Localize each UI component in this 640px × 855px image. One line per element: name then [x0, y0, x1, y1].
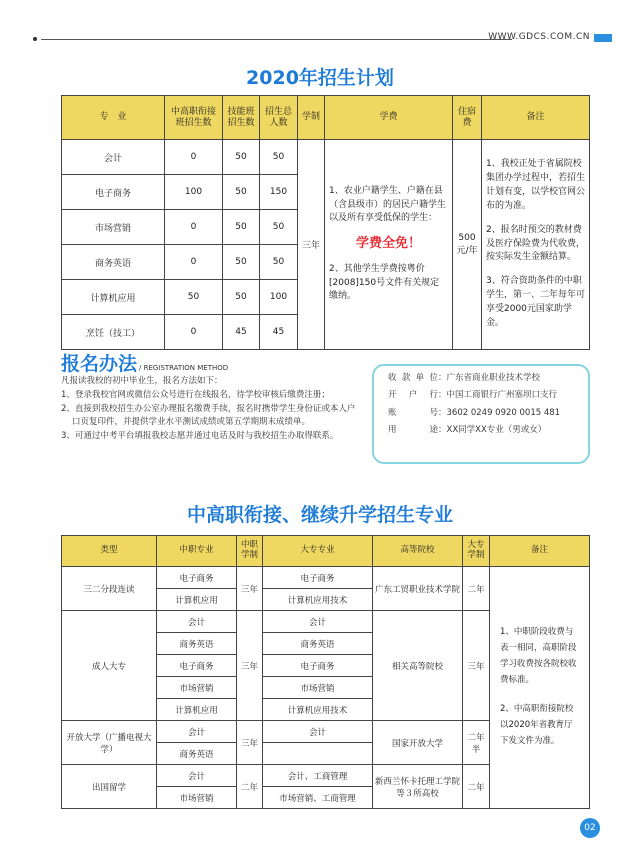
upgrade-header-cell: 类型 — [62, 536, 157, 567]
plan-header-cell: 技能班招生数 — [223, 96, 260, 140]
plan-header-cell: 招生总人数 — [260, 96, 298, 140]
bridge-count-cell: 50 — [165, 280, 223, 315]
college-major-cell: 计算机应用技术 — [263, 589, 373, 611]
tuition-free-highlight: 学费全免！ — [355, 236, 421, 252]
school-cell: 国家开放大学 — [373, 721, 463, 765]
type-cell: 三二分段连读 — [62, 567, 157, 611]
upgrade-table — [61, 535, 590, 809]
college-duration-cell: 二年 — [463, 567, 490, 611]
bridge-count-cell: 100 — [165, 175, 223, 210]
registration-step: 2、直接到我校招生办公室办理报名缴费手续，报名时携带学生身份证或本人户口页复印件，并提供学业水平测试成绩或第五学期期末成绩单。 — [61, 403, 356, 428]
dorm-fee-cell: 500元/年 — [453, 140, 482, 350]
skill-count-cell: 50 — [223, 245, 260, 280]
plan-header-cell: 备注 — [482, 96, 590, 140]
upgrade-header-cell: 中职专业 — [157, 536, 237, 567]
school-cell: 相关高等院校 — [373, 611, 463, 721]
sz-major-cell: 市场营销 — [157, 677, 237, 699]
school-cell: 新西兰怀卡托理工学院等３所高校 — [373, 765, 463, 809]
remark-item: 3、符合资助条件的中职学生，第一、二年每年可享受2000元国家助学金。 — [486, 276, 586, 329]
registration-subtitle: / REGISTRATION METHOD — [139, 364, 229, 372]
registration-title: 报名办法 — [61, 353, 138, 375]
skill-count-cell: 50 — [223, 140, 260, 175]
tuition-policy-2: 2、其他学生学费按粤价 [2008]150号文件有关规定缴纳。 — [329, 263, 440, 302]
sz-major-cell: 会计 — [157, 611, 237, 633]
plan-header-cell: 专 业 — [62, 96, 165, 140]
sz-major-cell: 计算机应用 — [157, 589, 237, 611]
bridge-count-cell: 0 — [165, 140, 223, 175]
registration-heading — [61, 349, 228, 376]
page-number: 02 — [580, 818, 600, 838]
registration-step: 1、登录我校官网或微信公众号进行在线报名，待学校审核后缴费注册； — [61, 389, 330, 400]
college-major-cell-empty — [263, 743, 373, 765]
bank-row: 开户行：中国工商银行广州塞坝口支行 — [388, 387, 588, 404]
sz-major-cell: 会计 — [157, 721, 237, 743]
college-major-cell: 市场营销 — [263, 677, 373, 699]
bank-key: 收款单位 — [388, 373, 438, 383]
sz-duration-cell: 二年 — [237, 765, 263, 809]
total-count-cell: 50 — [260, 245, 298, 280]
tuition-policy-1: 1、农业户籍学生、户籍在县（含县级市）的居民户籍学生以及所有享受低保的学生： — [329, 185, 447, 224]
school-cell: 广东工贸职业技术学院 — [373, 567, 463, 611]
bank-key: 开户行 — [388, 390, 438, 401]
remark-item: 1、我校正处于省属院校集团办学过程中，若招生计划有变，以学校官网公布的为准。 — [486, 158, 586, 211]
bank-info-box — [372, 364, 590, 464]
rule-line — [41, 39, 512, 40]
plan-header-cell: 中高职衔接班招生数 — [165, 96, 223, 140]
bank-value: 中国工商银行广州塞坝口支行 — [446, 390, 558, 401]
sz-major-cell: 电子商务 — [157, 567, 237, 589]
sz-major-cell: 商务英语 — [157, 633, 237, 655]
remark-item: 2、中高职衔接院校以2020年省教育厅下发文件为准。 — [500, 704, 574, 746]
site-url: WWW.GDCS.COM.CN — [488, 32, 590, 42]
sz-major-cell: 电子商务 — [157, 655, 237, 677]
college-duration-cell: 三年 — [463, 611, 490, 721]
bank-row: 用途：XX同学XX专业（男或女） — [388, 422, 588, 439]
bank-row: 收款单位：广东省商业职业技术学校 — [388, 370, 588, 387]
major-cell: 电子商务 — [62, 175, 165, 210]
registration-body — [61, 375, 361, 444]
rule-dot — [33, 37, 37, 41]
major-cell: 市场营销 — [62, 210, 165, 245]
sz-duration-cell: 三年 — [237, 721, 263, 765]
bank-value: 广东省商业职业技术学校 — [446, 373, 541, 383]
plan-header-cell: 住宿费 — [453, 96, 482, 140]
plan-header-cell: 学制 — [298, 96, 325, 140]
sz-duration-cell: 三年 — [237, 567, 263, 611]
major-cell: 计算机应用 — [62, 280, 165, 315]
major-cell: 商务英语 — [62, 245, 165, 280]
sz-duration-cell: 三年 — [237, 611, 263, 721]
upgrade-remarks-cell — [490, 567, 590, 809]
tuition-cell — [325, 140, 453, 350]
upgrade-header-cell: 中职学制 — [237, 536, 263, 567]
registration-intro: 凡报读我校的初中毕业生，报名方法如下： — [61, 376, 223, 386]
type-cell: 成人大专 — [62, 611, 157, 721]
skill-count-cell: 50 — [223, 280, 260, 315]
college-major-cell: 会计、工商管理 — [263, 765, 373, 787]
upgrade-header-cell: 高等院校 — [373, 536, 463, 567]
upgrade-header-cell: 备注 — [490, 536, 590, 567]
bridge-count-cell: 0 — [165, 210, 223, 245]
college-major-cell: 电子商务 — [263, 567, 373, 589]
total-count-cell: 50 — [260, 140, 298, 175]
college-duration-cell: 二年 — [463, 765, 490, 809]
table-row — [62, 567, 590, 589]
college-major-cell: 电子商务 — [263, 655, 373, 677]
plan-table — [61, 95, 590, 350]
duration-cell: 三年 — [298, 140, 325, 350]
bridge-count-cell: 0 — [165, 315, 223, 350]
upgrade-header-cell: 大专专业 — [263, 536, 373, 567]
total-count-cell: 150 — [260, 175, 298, 210]
plan-header-row — [62, 96, 590, 140]
plan-header-cell: 学费 — [325, 96, 453, 140]
major-cell: 烹饪（技工） — [62, 315, 165, 350]
college-duration-cell: 二年半 — [463, 721, 490, 765]
college-major-cell: 商务英语 — [263, 633, 373, 655]
remarks-cell — [482, 140, 590, 350]
bank-value: XX同学XX专业（男或女） — [446, 425, 547, 436]
sz-major-cell: 计算机应用 — [157, 699, 237, 721]
total-count-cell: 50 — [260, 210, 298, 245]
top-rule — [33, 33, 590, 43]
table-row — [62, 140, 590, 175]
upgrade-header-row — [62, 536, 590, 567]
bank-key: 账号 — [388, 407, 438, 418]
major-cell: 会计 — [62, 140, 165, 175]
sz-major-cell: 会计 — [157, 765, 237, 787]
total-count-cell: 100 — [260, 280, 298, 315]
college-major-cell: 会计 — [263, 611, 373, 633]
college-major-cell: 会计 — [263, 721, 373, 743]
registration-step: 3、可通过中考平台填报我校志愿并通过电话及时与我校招生办取得联系。 — [61, 431, 339, 442]
plan-title: 2020年招生计划 — [246, 67, 394, 89]
blue-tab — [594, 34, 612, 42]
college-major-cell: 市场营销、工商管理 — [263, 787, 373, 809]
sz-major-cell: 商务英语 — [157, 743, 237, 765]
skill-count-cell: 50 — [223, 175, 260, 210]
bridge-count-cell: 0 — [165, 245, 223, 280]
upgrade-title: 中高职衔接、继续升学招生专业 — [186, 504, 453, 526]
skill-count-cell: 45 — [223, 315, 260, 350]
remark-item: 2、报名时预交的教材费及医疗保险费为代收费，按实际发生金额结算。 — [486, 224, 586, 263]
skill-count-cell: 50 — [223, 210, 260, 245]
total-count-cell: 45 — [260, 315, 298, 350]
college-major-cell: 计算机应用技术 — [263, 699, 373, 721]
remark-item: 1、中职阶段收费与表一相同，高职阶段学习收费按各院校收费标准。 — [500, 627, 577, 685]
bank-row: 账号：3602 0249 0920 0015 481 — [388, 405, 588, 422]
sz-major-cell: 市场营销 — [157, 787, 237, 809]
type-cell: 出国留学 — [62, 765, 157, 809]
bank-value: 3602 0249 0920 0015 481 — [446, 407, 561, 418]
upgrade-header-cell: 大专学制 — [463, 536, 490, 567]
bank-key: 用途 — [388, 425, 438, 436]
type-cell: 开放大学（广播电视大学） — [62, 721, 157, 765]
